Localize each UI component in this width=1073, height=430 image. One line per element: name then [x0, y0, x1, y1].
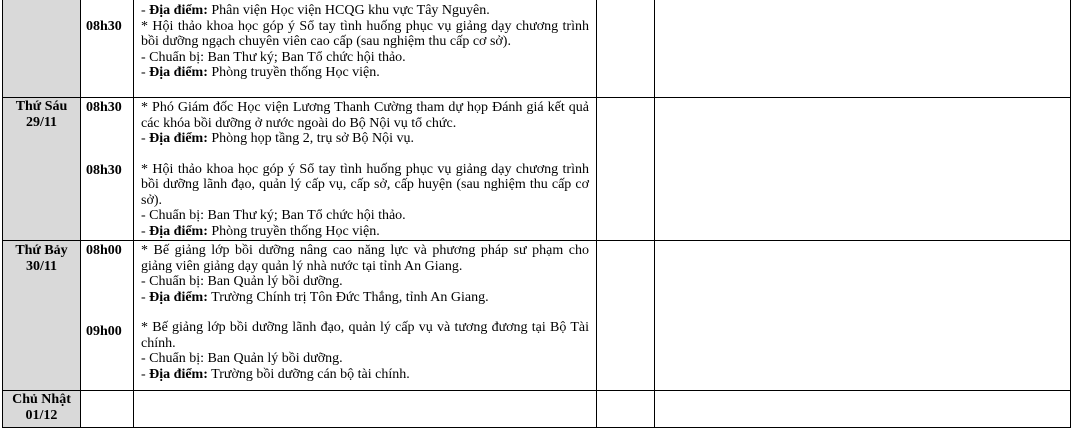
event-time: 08h00: [86, 243, 122, 258]
location-label: Địa điểm:: [149, 289, 208, 305]
event-title: * Hội thảo khoa học góp ý Sổ tay tình huống phục vụ giảng dạy chương trình bồi dưỡng ngạch chuyên viên cao cấp (sau nghiệm thu cấp cơ sở).: [141, 18, 589, 49]
location-line: - Địa điểm: Phòng họp tầng 2, trụ sở Bộ Nội vụ.: [141, 131, 415, 146]
event-time: 08h30: [86, 19, 122, 34]
day-date: 01/12: [25, 408, 58, 423]
preparation-line: - Chuẩn bị: Ban Quản lý bồi dưỡng.: [141, 351, 343, 366]
location-label: Địa điểm:: [149, 65, 208, 80]
day-date: 30/11: [25, 259, 58, 274]
event-description: [141, 100, 589, 239]
preparation-line: - Chuẩn bị: Ban Thư ký; Ban Tổ chức hội thảo.: [141, 208, 406, 223]
preparation-line: - Chuẩn bị: Ban Thư ký; Ban Tổ chức hội thảo.: [141, 49, 406, 65]
day-label: [3, 99, 80, 131]
event-time: 09h00: [86, 324, 122, 339]
day-label: [3, 243, 80, 275]
event-description: [141, 243, 589, 382]
location-line: - Địa điểm: Trường bồi dưỡng cán bộ tài chính.: [141, 366, 410, 382]
day-name: Chủ Nhật: [12, 392, 71, 407]
day-name: Thứ Bảy: [15, 243, 68, 258]
location-label: Địa điểm:: [149, 223, 208, 239]
location-line: - Địa điểm: Phân viện Học viện HCQG khu vực Tây Nguyên.: [141, 3, 490, 18]
day-name: Thứ Sáu: [15, 99, 68, 114]
location-label: Địa điểm:: [149, 3, 208, 18]
event-title: * Hội thảo khoa học góp ý Sổ tay tình huống phục vụ giảng dạy chương trình bồi dưỡng lãnh đạo, quản lý cấp vụ, cấp sở, cấp huyện (sau nghiệm thu cấp cơ sở).: [141, 161, 589, 208]
day-label: [3, 392, 80, 424]
event-time: 08h30: [86, 163, 122, 178]
location-line: - Địa điểm: Phòng truyền thống Học viện.: [141, 223, 380, 239]
preparation-line: - Chuẩn bị: Ban Quản lý bồi dưỡng.: [141, 274, 343, 289]
location-label: Địa điểm:: [149, 366, 208, 382]
event-description: [141, 3, 589, 81]
event-title: * Phó Giám đốc Học viện Lương Thanh Cường tham dự họp Đánh giá kết quả các khóa bồi dưỡng ở nước ngoài do Bộ Nội vụ tổ chức.: [141, 100, 589, 131]
location-label: Địa điểm:: [149, 131, 208, 146]
location-line: - Địa điểm: Phòng truyền thống Học viện.: [141, 65, 380, 80]
event-time: 08h30: [86, 100, 122, 115]
day-date: 29/11: [25, 115, 58, 130]
event-title: * Bế giảng lớp bồi dưỡng lãnh đạo, quản lý cấp vụ và tương đương tại Bộ Tài chính.: [141, 320, 589, 351]
location-line: - Địa điểm: Trường Chính trị Tôn Đức Thắng, tỉnh An Giang.: [141, 289, 489, 305]
event-title: * Bế giảng lớp bồi dưỡng nâng cao năng lực và phương pháp sư phạm cho giảng viên giảng dạy quản lý nhà nước tại tỉnh An Giang.: [141, 243, 589, 274]
